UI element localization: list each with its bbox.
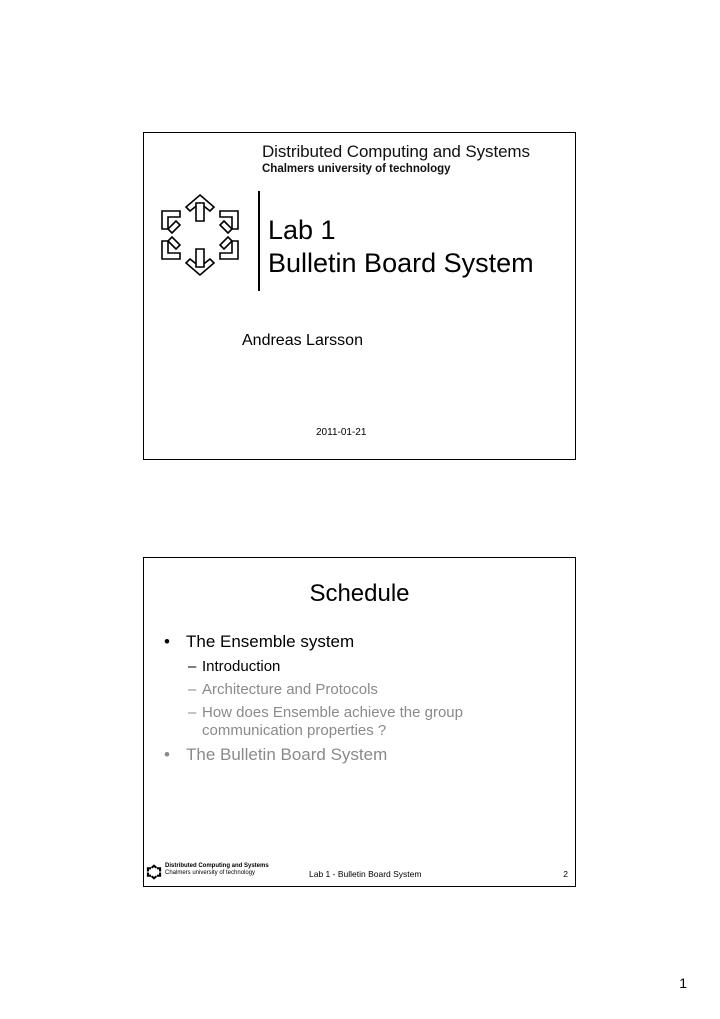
dash-icon: –: [188, 704, 197, 721]
footer-org-line-1: Distributed Computing and Systems: [165, 863, 269, 869]
sub-bullet-text: How does Ensemble achieve the group: [202, 704, 463, 721]
slide-footer: Lab 1 - Bulletin Board System: [309, 869, 422, 879]
slide-title-line-2: Bulletin Board System: [268, 248, 534, 278]
chalmers-mini-logo-icon: [146, 864, 162, 880]
slide-title-line-1: Lab 1: [268, 215, 336, 245]
slide-date: 2011-01-21: [316, 427, 367, 438]
bullet-text: The Ensemble system: [186, 632, 355, 651]
sub-bullet-continuation: communication properties ?: [202, 722, 387, 739]
title-divider: [258, 191, 260, 291]
chalmers-logo-icon: [154, 189, 246, 281]
sub-bullet-text: Introduction: [202, 658, 281, 675]
sub-bullet-text: Architecture and Protocols: [202, 681, 378, 698]
author-name: Andreas Larsson: [242, 332, 363, 349]
bullet-dot-icon: •: [164, 745, 170, 764]
slide-title: Schedule: [309, 580, 410, 607]
dash-icon: –: [188, 658, 197, 675]
slide-number: 2: [563, 869, 568, 879]
sub-bullet-item: [164, 681, 564, 699]
bullet-dot-icon: •: [164, 632, 170, 651]
bullet-item: [164, 745, 564, 765]
page-number: 1: [679, 975, 687, 991]
org-subtitle: Chalmers university of technology: [262, 163, 451, 175]
org-title: Distributed Computing and Systems: [262, 142, 530, 161]
title-slide: [143, 132, 576, 460]
sub-bullet-item: [164, 704, 564, 740]
dash-icon: –: [188, 681, 197, 698]
sub-bullet-item: [164, 658, 564, 676]
schedule-slide: [143, 557, 576, 887]
footer-org: [165, 863, 269, 877]
footer-org-line-2: Chalmers university of technology: [165, 870, 256, 876]
bullet-item: [164, 632, 564, 652]
bullet-text: The Bulletin Board System: [186, 745, 388, 764]
bullet-list: [164, 632, 564, 771]
